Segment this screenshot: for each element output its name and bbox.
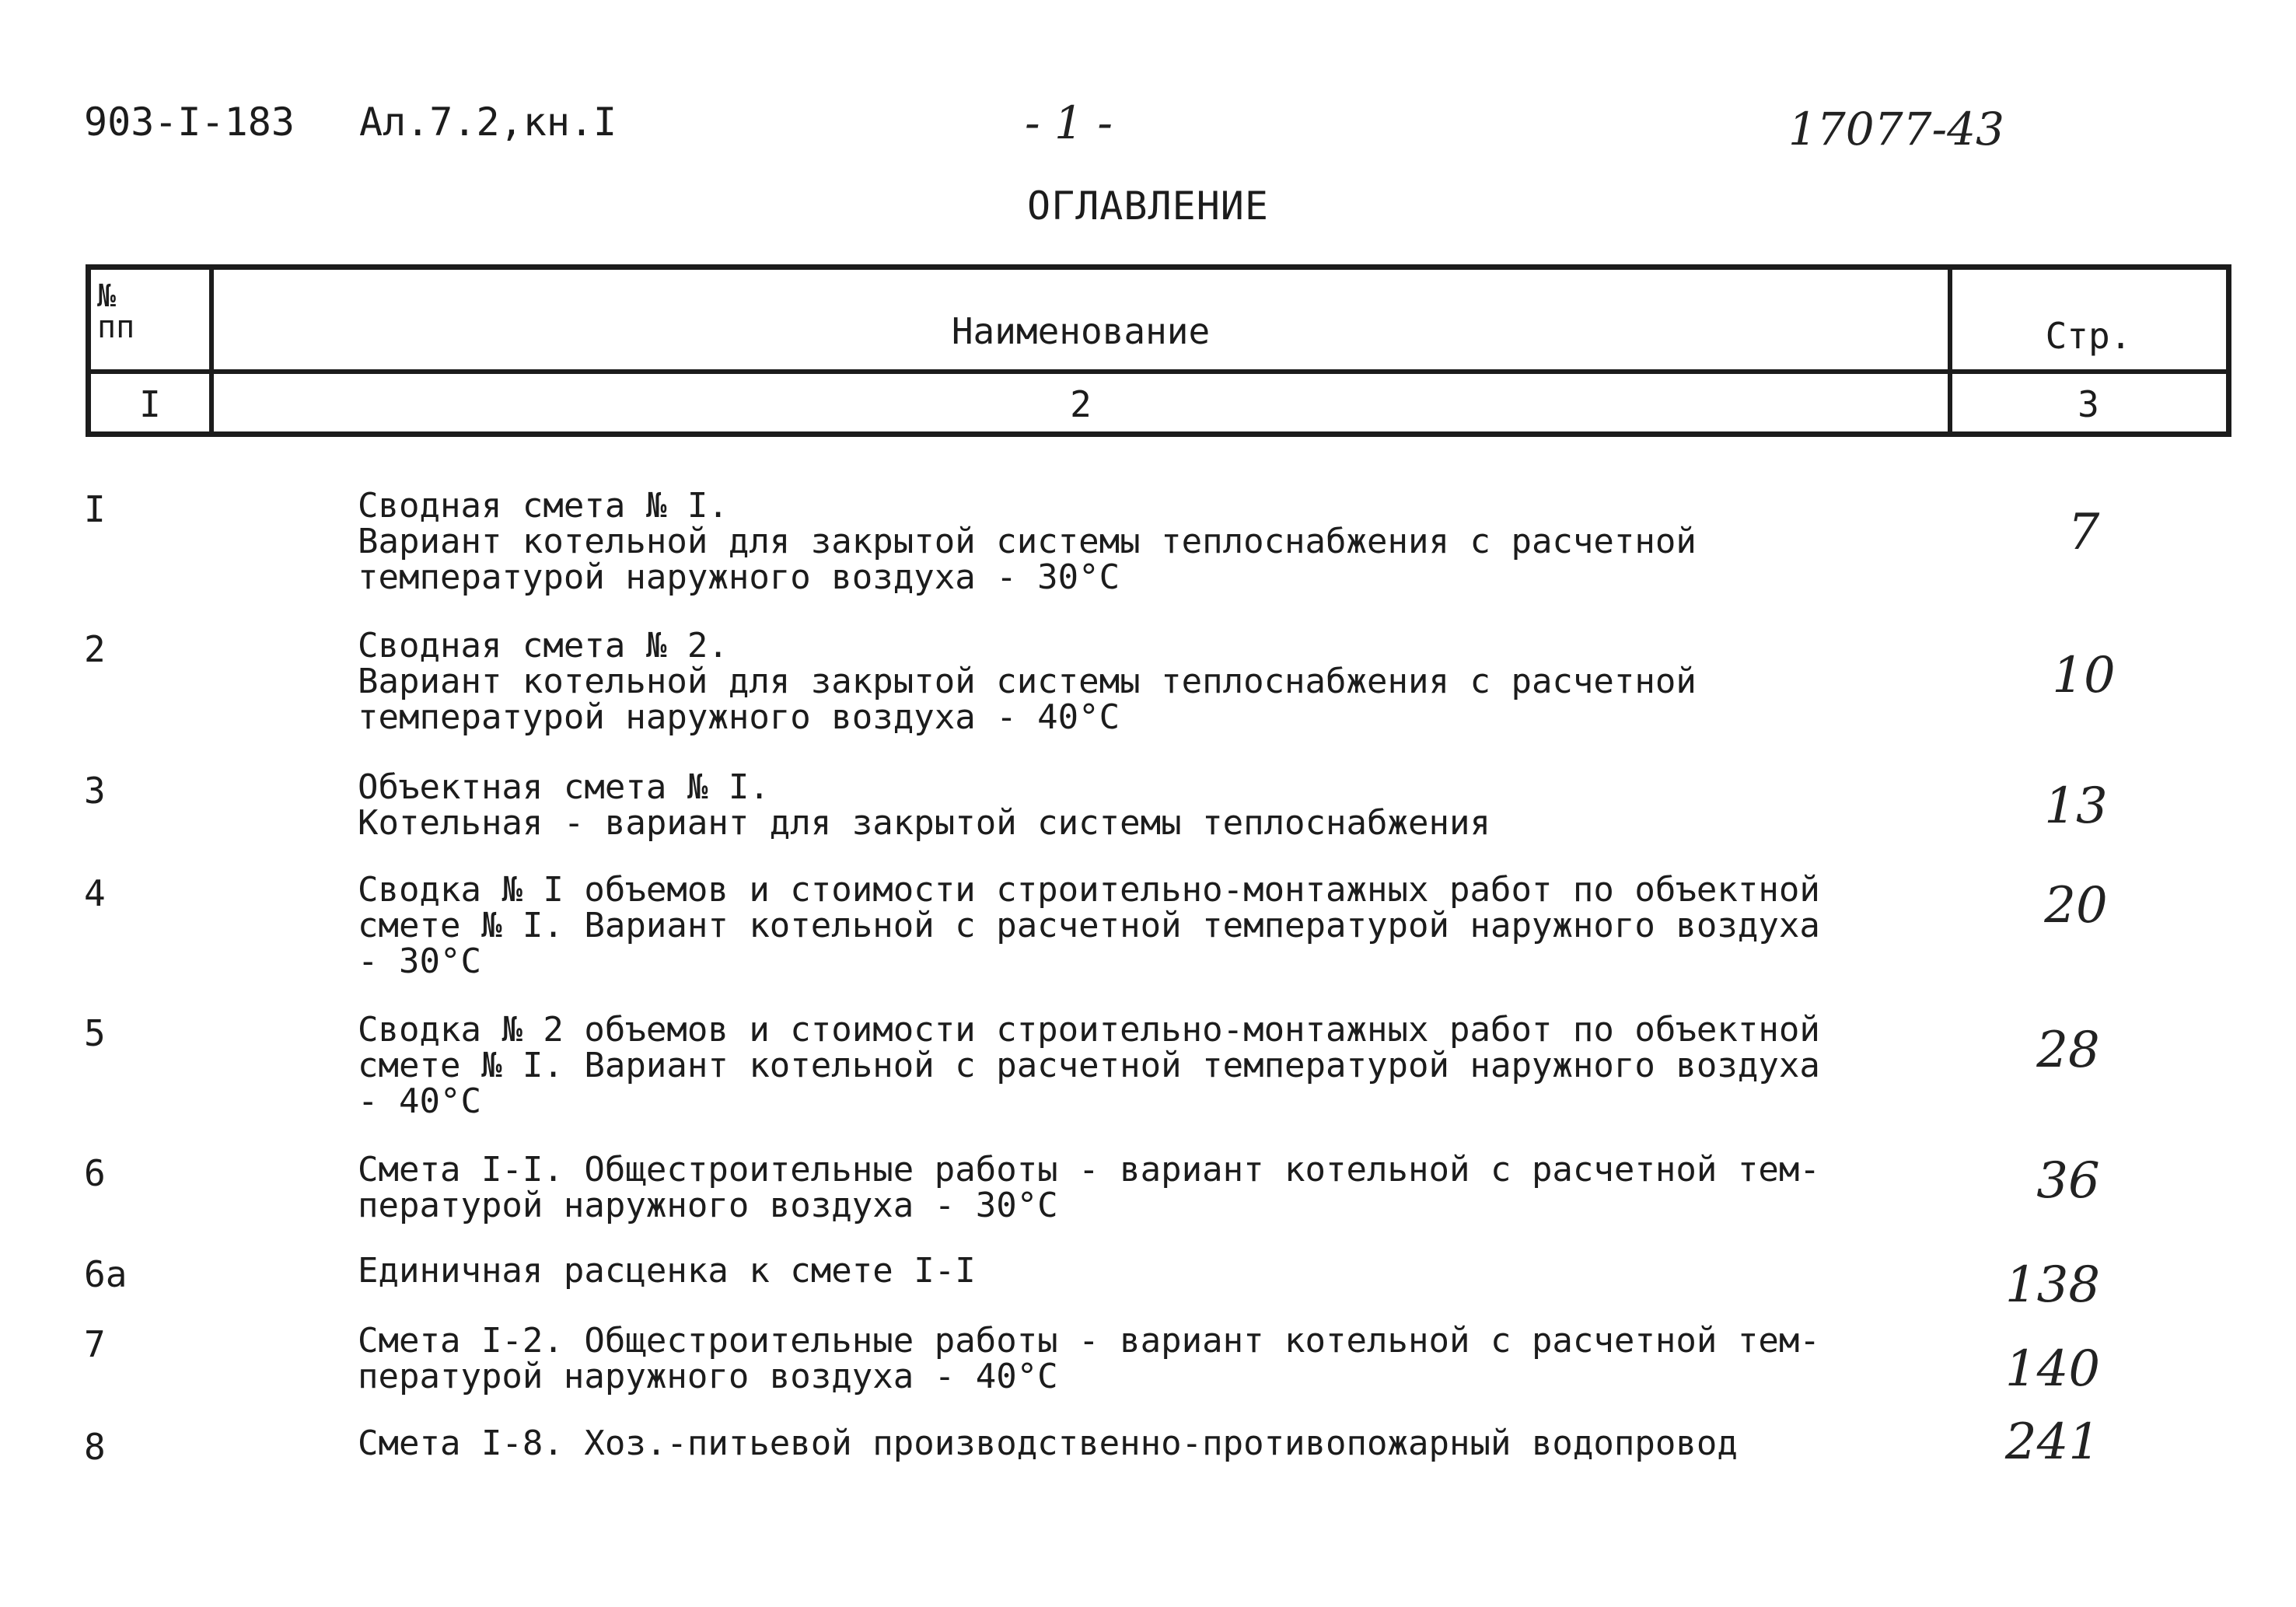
entry-number: 2 xyxy=(84,628,106,670)
entry-number: 6а xyxy=(84,1253,128,1295)
entry-line: Смета I-2. Общестроительные работы - вариант котельной с расчетной тем- xyxy=(358,1321,1820,1361)
entry-number: 5 xyxy=(84,1012,106,1054)
entry-page: 241 xyxy=(2004,1413,2101,1471)
entry-line: пературой наружного воздуха - 30°С xyxy=(358,1186,1058,1225)
entry-line: Смета I-8. Хоз.-питьевой производственно-противопожарный водопровод xyxy=(358,1424,1738,1463)
entry-title xyxy=(358,1253,976,1289)
entry-line: Смета I-I. Общестроительные работы - вариант котельной с расчетной тем- xyxy=(358,1150,1820,1190)
entry-number: 6 xyxy=(84,1152,106,1194)
entry-line: температурой наружного воздуха - 30°С xyxy=(358,557,1120,597)
entry-page: 13 xyxy=(2044,777,2108,835)
entry-line: пературой наружного воздуха - 40°С xyxy=(358,1357,1058,1396)
entry-line: Единичная расценка к смете I-I xyxy=(358,1251,976,1291)
entry-page: 138 xyxy=(2004,1256,2101,1314)
toc-table-header xyxy=(86,264,2231,437)
page-number: - 1 - xyxy=(1025,96,1113,149)
entry-page: 10 xyxy=(2052,647,2116,704)
entry-page: 7 xyxy=(2067,504,2100,561)
column-number-3: 3 xyxy=(2078,383,2099,425)
entry-number: 4 xyxy=(84,872,106,914)
album-reference: Ал.7.2,кн.I xyxy=(359,100,617,145)
entry-title xyxy=(358,488,1697,596)
entry-line: Объектная смета № I. xyxy=(358,767,770,807)
entry-number: I xyxy=(84,488,106,530)
entry-title xyxy=(358,872,1820,980)
entry-line: Сводная смета № 2. xyxy=(358,626,729,666)
inventory-number: 17077-43 xyxy=(1788,103,2004,155)
entry-page: 36 xyxy=(2036,1152,2100,1210)
entry-page: 20 xyxy=(2044,877,2108,935)
entry-page: 28 xyxy=(2036,1022,2100,1079)
entry-title xyxy=(358,1012,1820,1120)
header-name-column: Наименование xyxy=(951,310,1211,352)
page-title: ОГЛАВЛЕНИЕ xyxy=(1026,183,1270,229)
entry-line: - 40°С xyxy=(358,1081,481,1121)
entry-line: Сводная смета № I. xyxy=(358,486,729,526)
entry-line: Вариант котельной для закрытой системы теплоснабжения с расчетной xyxy=(358,662,1697,701)
entry-line: Сводка № I объемов и стоимости строительно-монтажных работ по объектной xyxy=(358,870,1820,910)
entry-title xyxy=(358,1323,1820,1395)
entry-line: Котельная - вариант для закрытой системы теплоснабжения xyxy=(358,803,1490,843)
column-number-2: 2 xyxy=(1070,383,1092,425)
header-page-column: Стр. xyxy=(2045,315,2132,357)
entry-page: 140 xyxy=(2004,1340,2101,1398)
entry-title xyxy=(358,1152,1820,1224)
entry-line: Вариант котельной для закрытой системы теплоснабжения с расчетной xyxy=(358,522,1697,561)
entry-number: 3 xyxy=(84,770,106,812)
entry-line: - 30°С xyxy=(358,941,481,981)
document-number: 903-I-183 xyxy=(84,100,295,145)
row-divider xyxy=(91,369,2226,374)
entry-title xyxy=(358,767,1490,843)
entry-line: смете № I. Вариант котельной с расчетной температурой наружного воздуха xyxy=(358,1046,1820,1085)
column-number-1: I xyxy=(139,383,161,425)
entry-title xyxy=(358,628,1697,735)
entry-number: 7 xyxy=(84,1323,106,1365)
entry-line: температурой наружного воздуха - 40°С xyxy=(358,697,1120,737)
entry-line: Сводка № 2 объемов и стоимости строительно-монтажных работ по объектной xyxy=(358,1010,1820,1050)
header-number-column: № пп xyxy=(97,278,135,345)
entry-title xyxy=(358,1426,1738,1462)
entry-line: смете № I. Вариант котельной с расчетной температурой наружного воздуха xyxy=(358,906,1820,945)
entry-number: 8 xyxy=(84,1426,106,1468)
